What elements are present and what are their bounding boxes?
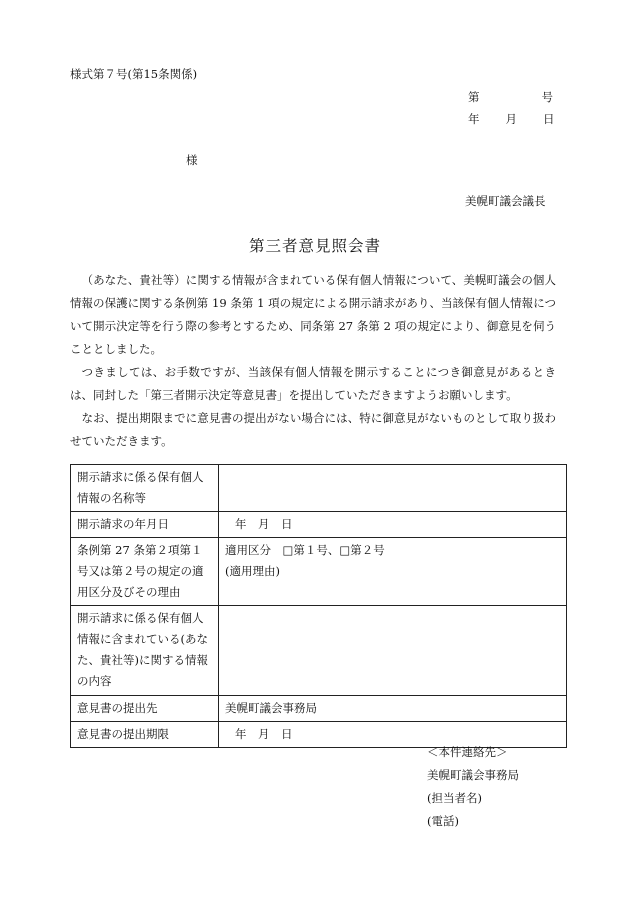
contact-person: (担当者名) — [427, 791, 482, 805]
document-number — [468, 89, 553, 105]
sender: 美幌町議会議長 — [465, 194, 546, 208]
row-header: 開示請求に係る保有個人情報の名称等 — [71, 465, 219, 512]
deadline-value: 年 月 日 — [235, 727, 293, 741]
date-year: 年 — [468, 112, 480, 126]
row-value: 美幌町議会事務局 — [219, 696, 567, 722]
contact-heading: ＜本件連絡先＞ — [427, 745, 508, 759]
applicable-category: 適用区分 □第１号、□第２号 — [225, 543, 385, 557]
page-title: 第三者意見照会書 — [248, 237, 381, 255]
applicable-reason: (適用理由) — [225, 564, 280, 578]
row-value — [219, 538, 567, 606]
body-text — [70, 269, 556, 453]
request-date-value: 年 月 日 — [235, 517, 293, 531]
table-row — [71, 538, 567, 606]
addressee: 様 — [186, 153, 198, 167]
date-month: 月 — [505, 112, 517, 126]
contact-phone: (電話) — [427, 814, 459, 828]
table-row — [71, 512, 567, 538]
body-paragraph: なお、提出期限までに意見書の提出がない場合には、特に御意見がないものとして取り扱わせていただきます。 — [70, 411, 556, 448]
row-value — [219, 465, 567, 512]
table-row — [71, 606, 567, 696]
row-value — [219, 606, 567, 696]
row-header: 意見書の提出期限 — [71, 722, 219, 748]
form-code: 様式第７号(第15条関係) — [70, 67, 198, 81]
table-row — [71, 696, 567, 722]
document-date — [468, 111, 555, 127]
doc-number-prefix: 第 — [468, 90, 480, 104]
row-header: 開示請求の年月日 — [71, 512, 219, 538]
date-day: 日 — [543, 112, 555, 126]
row-header: 意見書の提出先 — [71, 696, 219, 722]
row-value — [219, 512, 567, 538]
body-paragraph: つきましては、お手数ですが、当該保有個人情報を開示することにつき御意見があるときは、同封した「第三者開示決定等意見書」を提出していただきますようお願いします。 — [70, 365, 556, 402]
contact-block — [427, 741, 519, 833]
doc-number-suffix: 号 — [541, 90, 553, 104]
row-header: 条例第 27 条第２項第１号又は第２号の規定の適用区分及びその理由 — [71, 538, 219, 606]
table-row — [71, 465, 567, 512]
contact-office: 美幌町議会事務局 — [427, 768, 519, 782]
info-table — [70, 464, 567, 748]
body-paragraph: （あなた、貴社等）に関する情報が含まれている保有個人情報について、美幌町議会の個人情報の保護に関する条例第 19 条第 1 項の規定による開示請求があり、当該保有個人情報について開示決定等を行う際の参考とするため、同条第 27 条第 2 項の規定により、御意見を伺うこととしました。 — [70, 273, 556, 356]
row-header: 開示請求に係る保有個人情報に含まれている(あなた、貴社等)に関する情報の内容 — [71, 606, 219, 696]
